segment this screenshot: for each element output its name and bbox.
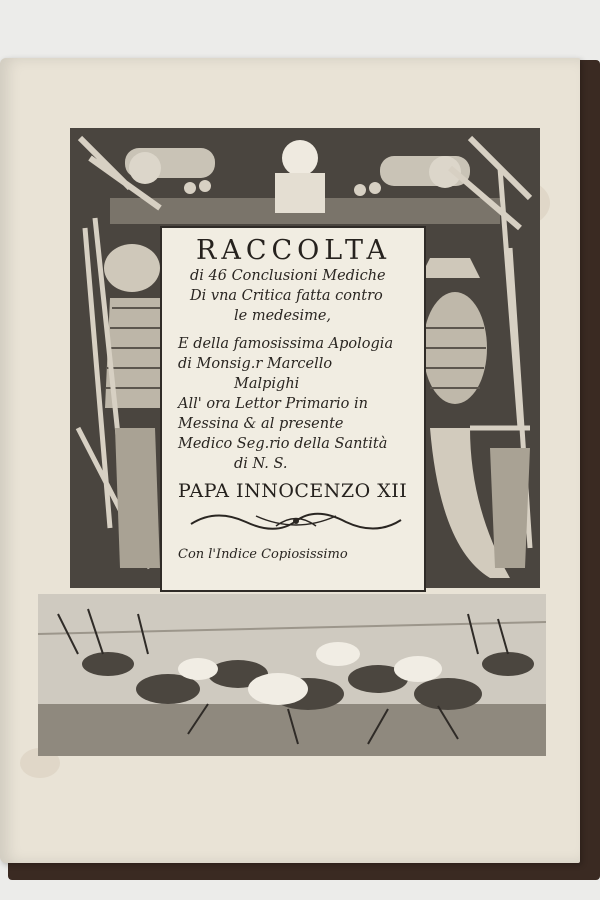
title-line: di 46 Conclusioni Mediche [190,268,386,284]
title-line: le medesime, [234,308,332,324]
title-line: Messina & al presente [178,416,344,432]
title-line: Malpighi [234,376,300,392]
title-line: Medico Seg.rio della Santità [178,436,388,452]
index-note: Con l'Indice Copiosissimo [178,547,348,562]
title-line: Di vna Critica fatta contro [190,288,383,304]
pope-name: PAPA INNOCENZO XII [178,480,408,502]
ornamental-flourish [186,506,414,540]
title-line: All' ora Lettor Primario in [178,396,368,412]
cavalry-battle-illustration [38,594,546,756]
battle-scene-drawing [38,594,546,756]
title-cartouche [160,226,426,592]
title-line: E della famosissima Apologia [178,336,394,352]
title-line: di N. S. [234,456,288,472]
title-line: di Monsig.r Marcello [178,356,333,372]
book-title: RACCOLTA [196,235,392,266]
